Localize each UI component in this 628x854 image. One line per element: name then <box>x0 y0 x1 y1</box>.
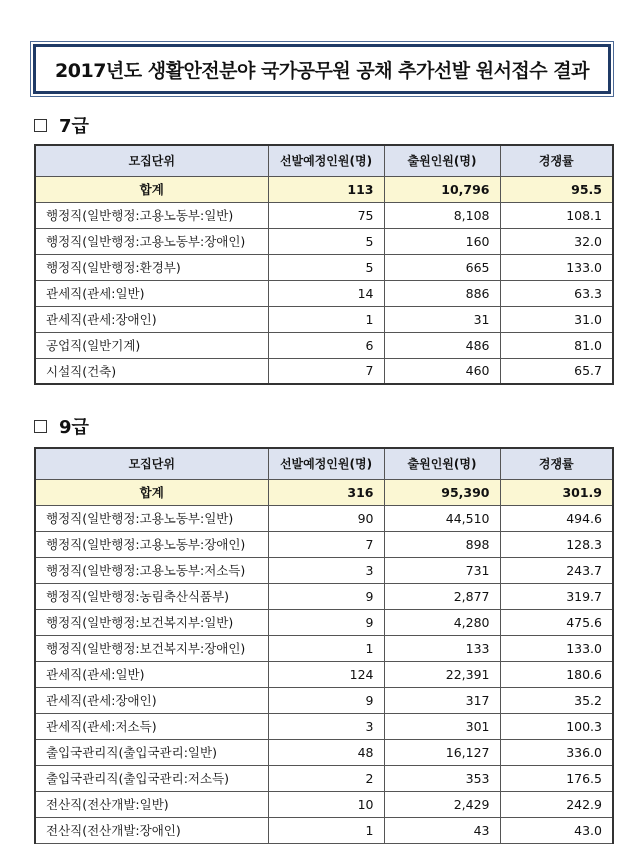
table-row <box>35 791 613 817</box>
planned-cell: 7 <box>268 531 384 557</box>
applicants-cell: 44,510 <box>384 505 500 531</box>
table-row <box>35 739 613 765</box>
unit-cell: 행정직(일반행정:고용노동부:일반) <box>35 505 268 531</box>
header-applicants: 출원인원(명) <box>384 448 500 479</box>
unit-cell: 공업직(일반기계) <box>35 332 268 358</box>
ratio-cell: 336.0 <box>500 739 613 765</box>
total-planned: 113 <box>268 176 384 202</box>
applicants-cell: 353 <box>384 765 500 791</box>
planned-cell: 6 <box>268 332 384 358</box>
table-row <box>35 505 613 531</box>
ratio-cell: 133.0 <box>500 635 613 661</box>
ratio-cell: 176.5 <box>500 765 613 791</box>
planned-cell: 1 <box>268 306 384 332</box>
unit-cell: 행정직(일반행정:고용노동부:일반) <box>35 202 268 228</box>
table-row <box>35 635 613 661</box>
applicants-cell: 43 <box>384 817 500 843</box>
unit-cell: 관세직(관세:일반) <box>35 661 268 687</box>
total-ratio: 95.5 <box>500 176 613 202</box>
ratio-cell: 81.0 <box>500 332 613 358</box>
planned-cell: 1 <box>268 635 384 661</box>
applicants-cell: 317 <box>384 687 500 713</box>
section-heading-label: 9급 <box>59 417 89 438</box>
table-row <box>35 557 613 583</box>
ratio-cell: 35.2 <box>500 687 613 713</box>
total-row <box>35 176 613 202</box>
header-unit: 모집단위 <box>35 145 268 176</box>
ratio-cell: 319.7 <box>500 583 613 609</box>
total-ratio: 301.9 <box>500 479 613 505</box>
unit-cell: 행정직(일반행정:고용노동부:장애인) <box>35 531 268 557</box>
unit-cell: 행정직(일반행정:보건복지부:장애인) <box>35 635 268 661</box>
ratio-cell: 63.3 <box>500 280 613 306</box>
header-planned: 선발예정인원(명) <box>268 448 384 479</box>
page-title: 2017년도 생활안전분야 국가공무원 공채 추가선발 원서접수 결과 <box>33 44 611 94</box>
table-row <box>35 254 613 280</box>
total-label: 합계 <box>35 176 268 202</box>
ratio-cell: 128.3 <box>500 531 613 557</box>
applicants-cell: 301 <box>384 713 500 739</box>
table-row <box>35 531 613 557</box>
table-row <box>35 687 613 713</box>
section-heading-7 <box>34 112 89 138</box>
applicants-cell: 22,391 <box>384 661 500 687</box>
unit-cell: 관세직(관세:장애인) <box>35 687 268 713</box>
applicants-cell: 2,877 <box>384 583 500 609</box>
unit-cell: 행정직(일반행정:고용노동부:저소득) <box>35 557 268 583</box>
applicants-cell: 898 <box>384 531 500 557</box>
planned-cell: 10 <box>268 791 384 817</box>
planned-cell: 124 <box>268 661 384 687</box>
applicants-cell: 31 <box>384 306 500 332</box>
table-row <box>35 661 613 687</box>
results-table-7 <box>34 144 614 385</box>
applicants-cell: 160 <box>384 228 500 254</box>
applicants-cell: 16,127 <box>384 739 500 765</box>
unit-cell: 관세직(관세:일반) <box>35 280 268 306</box>
checkbox-square-icon <box>34 420 47 433</box>
planned-cell: 5 <box>268 254 384 280</box>
unit-cell: 전산직(전산개발:장애인) <box>35 817 268 843</box>
results-table-9 <box>34 447 614 844</box>
table-header-row <box>35 145 613 176</box>
table-row <box>35 202 613 228</box>
planned-cell: 2 <box>268 765 384 791</box>
total-label: 합계 <box>35 479 268 505</box>
planned-cell: 48 <box>268 739 384 765</box>
header-applicants: 출원인원(명) <box>384 145 500 176</box>
ratio-cell: 43.0 <box>500 817 613 843</box>
unit-cell: 행정직(일반행정:농림축산식품부) <box>35 583 268 609</box>
section-heading-9 <box>34 413 89 439</box>
applicants-cell: 133 <box>384 635 500 661</box>
header-unit: 모집단위 <box>35 448 268 479</box>
ratio-cell: 133.0 <box>500 254 613 280</box>
planned-cell: 3 <box>268 713 384 739</box>
table-row <box>35 306 613 332</box>
unit-cell: 관세직(관세:저소득) <box>35 713 268 739</box>
planned-cell: 14 <box>268 280 384 306</box>
unit-cell: 관세직(관세:장애인) <box>35 306 268 332</box>
unit-cell: 행정직(일반행정:환경부) <box>35 254 268 280</box>
applicants-cell: 665 <box>384 254 500 280</box>
table-header-row <box>35 448 613 479</box>
applicants-cell: 8,108 <box>384 202 500 228</box>
unit-cell: 출입국관리직(출입국관리:저소득) <box>35 765 268 791</box>
applicants-cell: 2,429 <box>384 791 500 817</box>
ratio-cell: 31.0 <box>500 306 613 332</box>
planned-cell: 9 <box>268 583 384 609</box>
unit-cell: 행정직(일반행정:고용노동부:장애인) <box>35 228 268 254</box>
table-row <box>35 358 613 384</box>
header-planned: 선발예정인원(명) <box>268 145 384 176</box>
table-row <box>35 817 613 843</box>
planned-cell: 7 <box>268 358 384 384</box>
ratio-cell: 475.6 <box>500 609 613 635</box>
ratio-cell: 243.7 <box>500 557 613 583</box>
unit-cell: 시설직(건축) <box>35 358 268 384</box>
planned-cell: 9 <box>268 609 384 635</box>
total-applicants: 95,390 <box>384 479 500 505</box>
applicants-cell: 886 <box>384 280 500 306</box>
ratio-cell: 242.9 <box>500 791 613 817</box>
table-row <box>35 583 613 609</box>
ratio-cell: 494.6 <box>500 505 613 531</box>
table-row <box>35 713 613 739</box>
table-row <box>35 609 613 635</box>
header-ratio: 경쟁률 <box>500 448 613 479</box>
applicants-cell: 486 <box>384 332 500 358</box>
planned-cell: 3 <box>268 557 384 583</box>
total-planned: 316 <box>268 479 384 505</box>
unit-cell: 전산직(전산개발:일반) <box>35 791 268 817</box>
table-row <box>35 228 613 254</box>
unit-cell: 출입국관리직(출입국관리:일반) <box>35 739 268 765</box>
applicants-cell: 4,280 <box>384 609 500 635</box>
table-row <box>35 765 613 791</box>
planned-cell: 90 <box>268 505 384 531</box>
unit-cell: 행정직(일반행정:보건복지부:일반) <box>35 609 268 635</box>
planned-cell: 5 <box>268 228 384 254</box>
section-heading-label: 7급 <box>59 116 89 137</box>
table-row <box>35 332 613 358</box>
total-row <box>35 479 613 505</box>
planned-cell: 75 <box>268 202 384 228</box>
ratio-cell: 65.7 <box>500 358 613 384</box>
ratio-cell: 180.6 <box>500 661 613 687</box>
header-ratio: 경쟁률 <box>500 145 613 176</box>
applicants-cell: 460 <box>384 358 500 384</box>
table-row <box>35 280 613 306</box>
ratio-cell: 32.0 <box>500 228 613 254</box>
planned-cell: 9 <box>268 687 384 713</box>
applicants-cell: 731 <box>384 557 500 583</box>
planned-cell: 1 <box>268 817 384 843</box>
ratio-cell: 108.1 <box>500 202 613 228</box>
total-applicants: 10,796 <box>384 176 500 202</box>
ratio-cell: 100.3 <box>500 713 613 739</box>
checkbox-square-icon <box>34 119 47 132</box>
